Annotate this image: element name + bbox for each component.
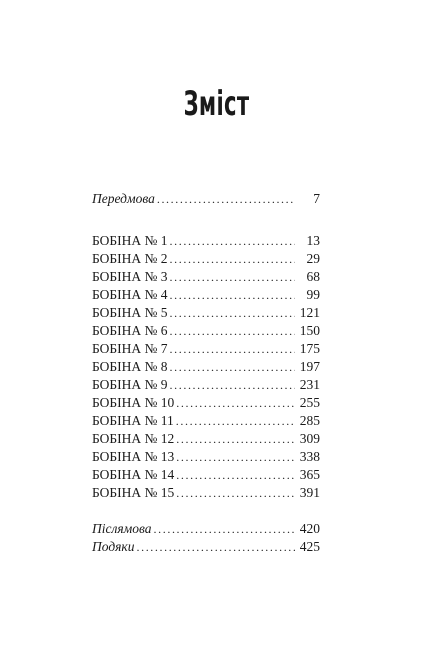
toc-dot-leader: [170, 268, 295, 286]
toc-entry-label: БОБІНА № 6: [92, 323, 168, 338]
toc-entry-page-number: 231: [299, 377, 320, 392]
toc-dot-leader: [170, 376, 295, 394]
toc-entry: [92, 394, 320, 412]
toc-entry-label: БОБІНА № 5: [92, 305, 168, 320]
toc-entry: [92, 448, 320, 466]
toc-entry: [92, 520, 320, 538]
toc-entry-page-number: 309: [299, 431, 320, 446]
toc-entry: [92, 376, 320, 394]
toc-entry: [92, 322, 320, 340]
toc-entry: [92, 466, 320, 484]
toc-entry: [92, 304, 320, 322]
toc-dot-leader: [176, 448, 295, 466]
toc-dot-leader: [137, 538, 296, 556]
toc-entry-label: БОБІНА № 14: [92, 467, 175, 482]
toc-entry-label: БОБІНА № 11: [92, 413, 174, 428]
toc-dot-leader: [176, 412, 295, 430]
toc-entry-page-number: 150: [299, 323, 320, 338]
toc-entry-label: БОБІНА № 9: [92, 377, 168, 392]
toc-dot-leader: [170, 322, 295, 340]
page-title: Зміст: [183, 84, 250, 124]
toc-entry-label: Післямова: [92, 521, 152, 536]
toc-entry-page-number: 121: [299, 305, 320, 320]
toc-entry: [92, 412, 320, 430]
toc-entry-label: БОБІНА № 2: [92, 251, 168, 266]
toc-entry-label: БОБІНА № 4: [92, 287, 168, 302]
toc-dot-leader: [176, 484, 295, 502]
toc-entry: [92, 232, 320, 250]
toc-entry: [92, 430, 320, 448]
toc-entry-page-number: 99: [306, 287, 320, 302]
toc-entry-page-number: 425: [299, 539, 320, 554]
toc-entry-label: БОБІНА № 1: [92, 233, 168, 248]
toc-entry: [92, 268, 320, 286]
toc-dot-leader: [154, 520, 295, 538]
toc-dot-leader: [170, 250, 295, 268]
toc-entry-label: БОБІНА № 12: [92, 431, 175, 446]
toc-entry-page-number: 7: [313, 191, 320, 206]
toc-dot-leader: [170, 286, 295, 304]
toc-dot-leader: [170, 304, 295, 322]
toc-entry-page-number: 68: [306, 269, 320, 284]
toc-entry-label: Подяки: [92, 539, 135, 554]
toc-entry-label: БОБІНА № 3: [92, 269, 168, 284]
toc-entry: [92, 190, 320, 208]
toc-dot-leader: [157, 190, 295, 208]
toc-entry-page-number: 29: [306, 251, 320, 266]
toc-entry-page-number: 285: [299, 413, 320, 428]
toc-entry-label: БОБІНА № 7: [92, 341, 168, 356]
toc-entry: [92, 484, 320, 502]
toc-entry: [92, 538, 320, 556]
toc-entry: [92, 340, 320, 358]
toc-entry: [92, 286, 320, 304]
toc-entry: [92, 358, 320, 376]
toc-entry-page-number: 338: [299, 449, 320, 464]
toc-entry-page-number: 13: [306, 233, 320, 248]
toc-entry: [92, 250, 320, 268]
toc-entry-page-number: 365: [299, 467, 320, 482]
toc-entry-page-number: 255: [299, 395, 320, 410]
toc-dot-leader: [170, 340, 295, 358]
toc-entry-page-number: 420: [299, 521, 320, 536]
toc-entry-page-number: 197: [299, 359, 320, 374]
toc-entry-label: Передмова: [92, 191, 155, 206]
toc-entry-page-number: 391: [299, 485, 320, 500]
toc-entry-label: БОБІНА № 10: [92, 395, 175, 410]
toc-entry-label: БОБІНА № 13: [92, 449, 175, 464]
toc-entry-label: БОБІНА № 8: [92, 359, 168, 374]
toc-entry-label: БОБІНА № 15: [92, 485, 175, 500]
toc-entry-page-number: 175: [299, 341, 320, 356]
toc-dot-leader: [176, 430, 295, 448]
toc-dot-leader: [170, 358, 295, 376]
toc-dot-leader: [176, 394, 295, 412]
toc-dot-leader: [176, 466, 295, 484]
toc-dot-leader: [170, 232, 295, 250]
